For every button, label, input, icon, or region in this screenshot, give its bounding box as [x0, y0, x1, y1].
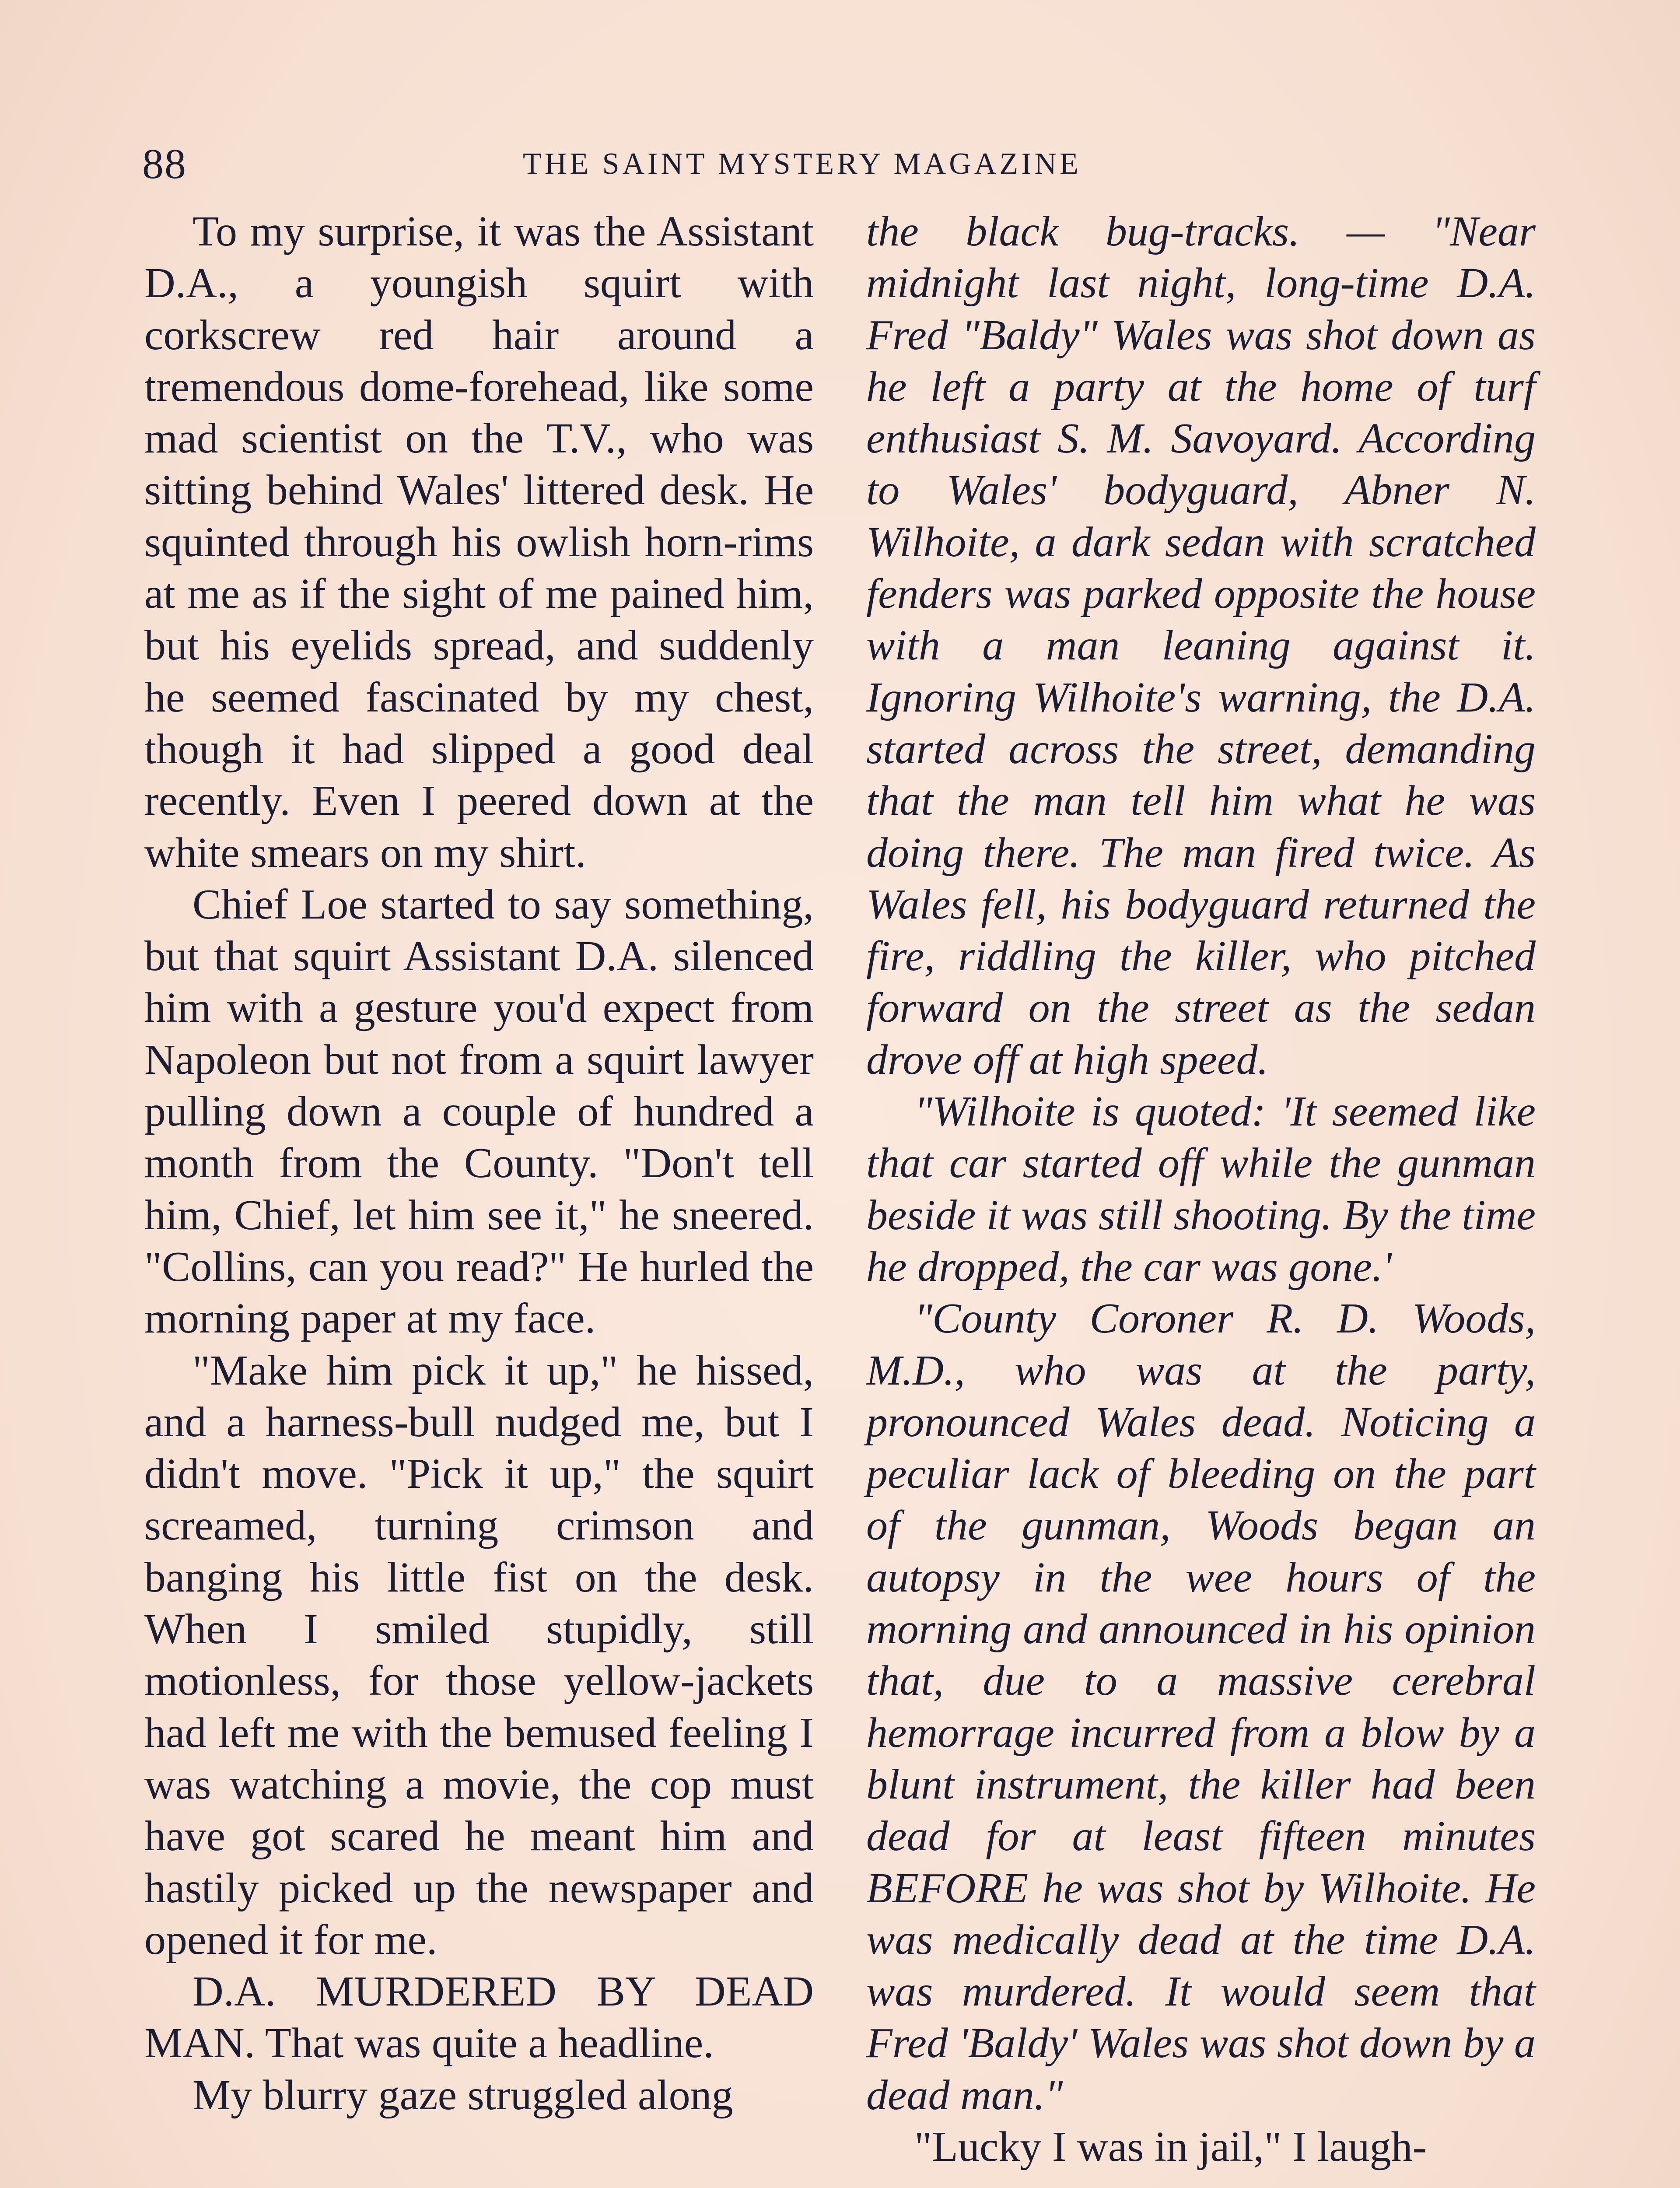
paragraph: "Make him pick it up," he hissed, and a harness-bull nudged me, but I didn't move. "Pick it up," the squirt screamed, turning crimson and banging his little fist on the desk. When I smiled stupidly, still motionless, for those yellow-jackets had left me with the bemused feeling I was watching a movie, the cop must have got scared he meant him and hastily picked up the newspaper and opened it for me. — [144, 1346, 814, 1964]
paragraph: "Lucky I was in jail," I laugh- — [914, 2123, 1427, 2170]
running-title: THE SAINT MYSTERY MAGAZINE — [523, 147, 1082, 181]
right-column — [866, 206, 1536, 2173]
page-header — [142, 138, 1547, 190]
newspaper-quote-paragraph: "Wilhoite is quoted: 'It seemed like that car started off while the gunman beside it was still shooting. By the time he dropped, the car was gone.' — [866, 1088, 1536, 1290]
newspaper-quote-paragraph: the black bug-tracks. — "Near midnight last night, long-time D.A. Fred "Baldy" Wales was shot down as he left a party at the home of turf enthusiast S. M. Savoyard. According to Wales' bodyguard, Abner N. Wilhoite, a dark sedan with scratched fenders was parked opposite the house with a man leaning against it. Ignoring Wilhoite's warning, the D.A. started across the street, demanding that the man tell him what he was doing there. The man fired twice. As Wales fell, his bodyguard returned the fire, riddling the killer, who pitched forward on the street as the sedan drove off at high speed. — [866, 208, 1536, 1083]
newspaper-quote-paragraph: "County Coroner R. D. Woods, M.D., who was at the party, pronounced Wales dead. Noticing a peculiar lack of bleeding on the part of the gunman, Woods began an autopsy in the wee hours of the morning and announced in his opinion that, due to a massive cerebral hemorrage incurred from a blow by a blunt instrument, the killer had been dead for at least fifteen minutes BEFORE he was shot by Wilhoite. He was medically dead at the time D.A. was murdered. It would seem that Fred 'Baldy' Wales was shot down by a dead man." — [866, 1295, 1536, 2119]
page-number: 88 — [142, 140, 187, 188]
paragraph: My blurry gaze struggled along — [192, 2071, 733, 2119]
left-column — [144, 206, 814, 2121]
paragraph: To my surprise, it was the Assistant D.A., a youngish squirt with corkscrew red hair around a tremendous dome-forehead, like some mad scientist on the T.V., who was sitting behind Wales' littered desk. He squinted through his owlish horn-rims at me as if the sight of me pained him, but his eyelids spread, and suddenly he seemed fascinated by my chest, though it had slipped a good deal recently. Even I peered down at the white smears on my shirt. — [144, 208, 814, 877]
headline-paragraph: D.A. MURDERED BY DEAD MAN. That was quite a headline. — [144, 1968, 814, 2067]
paragraph: Chief Loe started to say something, but that squirt Assistant D.A. silenced him with a gesture you'd expect from Napoleon but not from a squirt lawyer pulling down a couple of hundred a month from the County. "Don't tell him, Chief, let him see it," he sneered. "Collins, can you read?" He hurled the morning paper at my face. — [144, 880, 814, 1343]
